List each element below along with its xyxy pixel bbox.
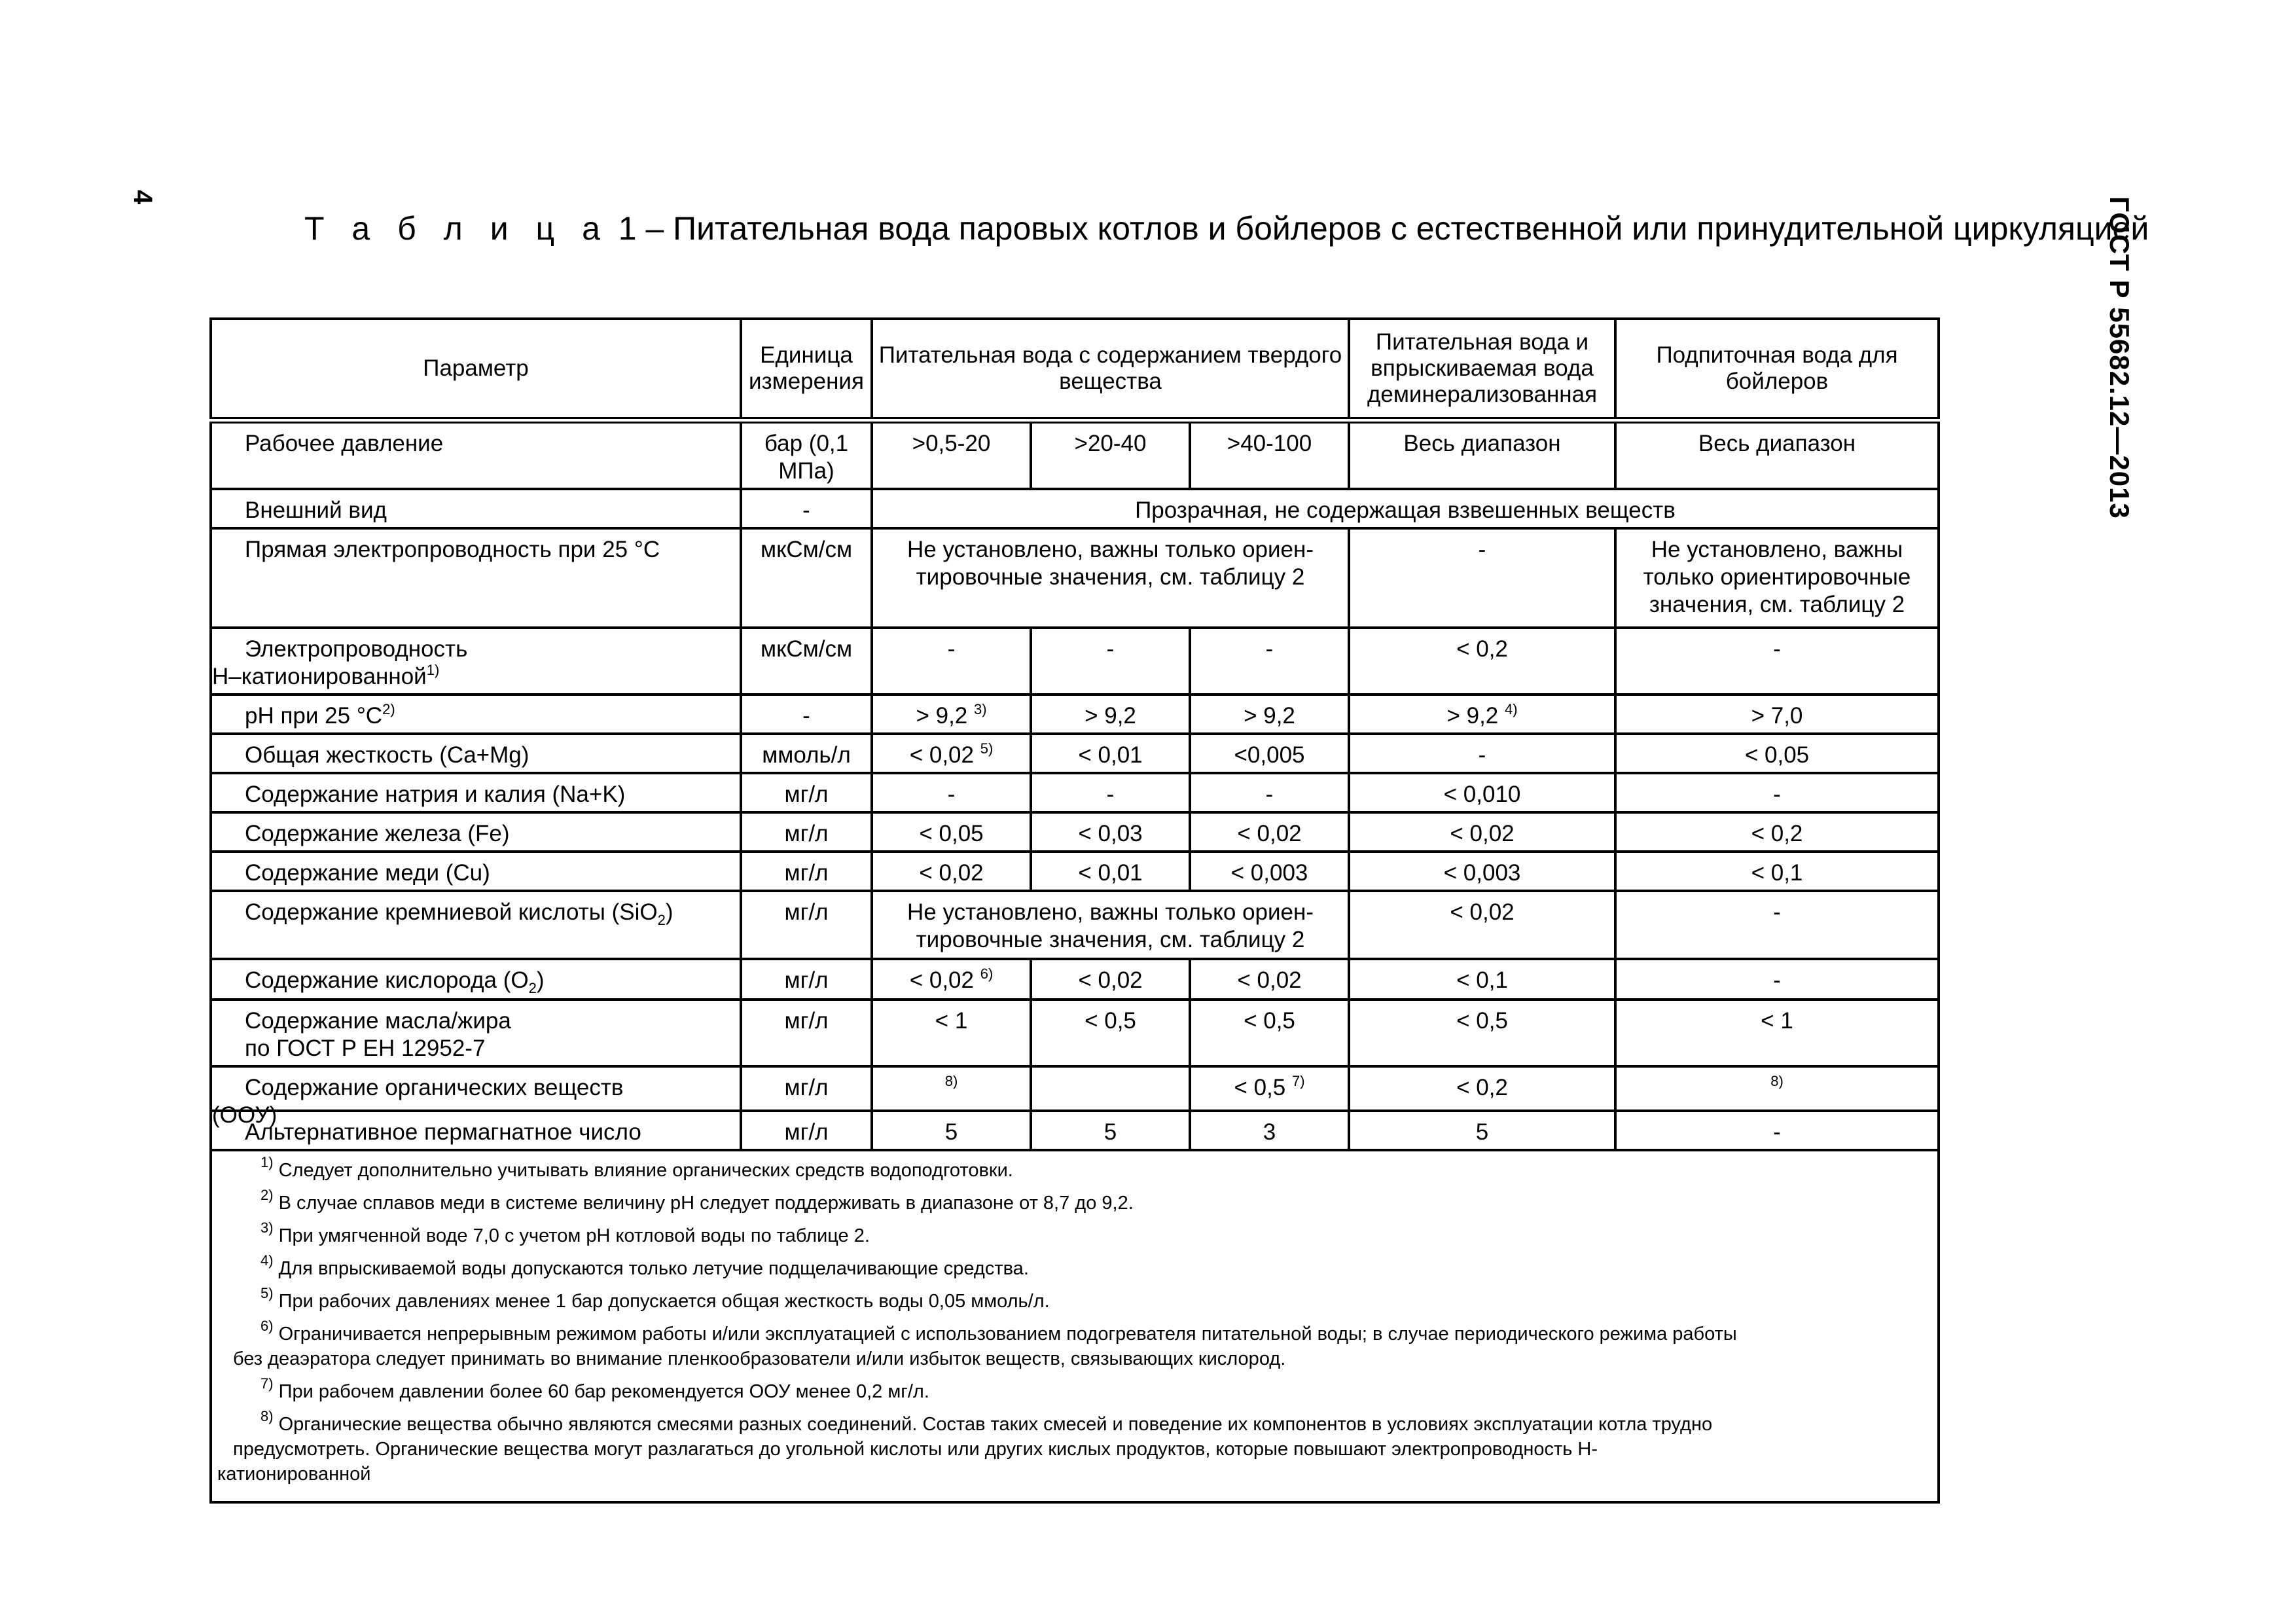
- param-text: Н–катионированной: [212, 664, 427, 689]
- value-cell: < 0,2: [1349, 1066, 1615, 1111]
- value-cell: -: [872, 773, 1031, 812]
- footnote-text: катионированной: [217, 1464, 371, 1485]
- table-row: [211, 489, 1939, 528]
- footnote-mark: 7): [260, 1375, 274, 1392]
- unit-cell: мг/л: [741, 812, 872, 852]
- table-row: [211, 773, 1939, 812]
- footnote-mark: 7): [1292, 1073, 1305, 1089]
- footnote-mark: 8): [944, 1073, 958, 1089]
- value-cell: 5: [872, 1111, 1031, 1150]
- footnote-mark: 3): [974, 701, 987, 717]
- param-text: Электропроводность: [245, 636, 468, 662]
- subscript: 2: [528, 980, 537, 996]
- value-cell: <0,005: [1190, 734, 1349, 773]
- value-cell: -: [1615, 628, 1939, 695]
- footnote-mark: 6): [260, 1318, 274, 1334]
- table-row: [211, 1111, 1939, 1150]
- footnote-text: При рабочем давлении более 60 бар рекомендуется ООУ менее 0,2 мг/л.: [273, 1381, 929, 1402]
- value-cell: > 7,0: [1615, 695, 1939, 734]
- param-cell: [211, 695, 741, 734]
- value-cell: < 0,1: [1349, 959, 1615, 1000]
- header-unit: Единица измерения: [741, 319, 872, 420]
- table-row: [211, 1000, 1939, 1066]
- feed-water-table: [209, 317, 1940, 1504]
- value-cell: -: [1031, 628, 1190, 695]
- param-cell: Содержание меди (Cu): [211, 852, 741, 891]
- value-cell: < 0,2: [1615, 812, 1939, 852]
- value-cell: Не установлено, важны только ориентировочные значения, см. таблицу 2: [1615, 528, 1939, 628]
- param-cell: [211, 1066, 741, 1128]
- footnote: [217, 1285, 1932, 1314]
- value-cell: [1031, 1066, 1190, 1111]
- value-cell: -: [872, 628, 1031, 695]
- table-row: [211, 734, 1939, 773]
- param-text: Содержание кислорода (O: [245, 967, 529, 993]
- footnote-text: Для впрыскиваемой воды допускаются только летучие подщелачивающие средства.: [273, 1258, 1029, 1279]
- param-text: Содержание кремниевой кислоты (SiO: [245, 899, 658, 925]
- value-text: < 0,02: [909, 967, 974, 993]
- footnote: [217, 1154, 1932, 1183]
- value-cell: < 0,5: [1349, 1000, 1615, 1066]
- value-cell: [872, 695, 1031, 734]
- param-cell: Прямая электропроводность при 25 °С: [211, 528, 741, 628]
- header-feed-demin: Питательная вода и впрыскиваемая вода деминерализованная: [1349, 319, 1615, 420]
- document-code: ГОСТ Р 55682.12—2013: [2104, 196, 2135, 519]
- value-text: < 0,5: [1234, 1075, 1286, 1100]
- param-text: (ООУ): [212, 1102, 278, 1128]
- footnote-mark: 2): [260, 1187, 274, 1203]
- param-cell: [211, 1000, 741, 1066]
- param-cell: Внешний вид: [211, 489, 741, 528]
- footnote-mark: 8): [260, 1408, 274, 1424]
- value-cell: < 0,5: [1190, 1000, 1349, 1066]
- value-cell: < 0,05: [1615, 734, 1939, 773]
- param-cell: [211, 891, 741, 959]
- value-cell: < 0,01: [1031, 734, 1190, 773]
- value-cell: < 0,02: [1031, 959, 1190, 1000]
- value-cell: < 0,03: [1031, 812, 1190, 852]
- footnote-text: Ограничивается непрерывным режимом работы и/или эксплуатацией с использованием подогревателя питательной воды; в случае периодического режима работы: [273, 1324, 1737, 1344]
- value-text: > 9,2: [1446, 703, 1499, 729]
- value-cell: >20-40: [1031, 420, 1190, 489]
- param-text: по ГОСТ Р ЕН 12952-7: [245, 1036, 486, 1061]
- footnote-mark: 4): [260, 1252, 274, 1269]
- value-cell: -: [1031, 773, 1190, 812]
- value-cell: 5: [1031, 1111, 1190, 1150]
- table-row: [211, 959, 1939, 1000]
- param-cell: Общая жесткость (Ca+Mg): [211, 734, 741, 773]
- value-cell: < 1: [872, 1000, 1031, 1066]
- value-cell: < 0,02: [1190, 812, 1349, 852]
- param-text: Содержание органических веществ: [245, 1075, 624, 1100]
- page-number: 4: [128, 190, 157, 205]
- value-cell: Весь диапазон: [1349, 420, 1615, 489]
- param-text: Содержание масла/жира: [245, 1008, 511, 1034]
- value-cell: 5: [1349, 1111, 1615, 1150]
- unit-cell: мг/л: [741, 773, 872, 812]
- footnote-text: без деаэратора следует принимать во внимание пленкообразователи и/или избыток веществ, связывающих кислород.: [233, 1348, 1286, 1369]
- table-title-prefix: Т а б л и ц а: [304, 210, 609, 247]
- unit-cell: мг/л: [741, 852, 872, 891]
- header-feed-solid: Питательная вода с содержанием твердого вещества: [872, 319, 1349, 420]
- value-cell: > 9,2: [1190, 695, 1349, 734]
- value-cell: < 0,2: [1349, 628, 1615, 695]
- param-cell: Содержание натрия и калия (Na+K): [211, 773, 741, 812]
- unit-cell: ммоль/л: [741, 734, 872, 773]
- value-cell: Весь диапазон: [1615, 420, 1939, 489]
- value-cell: < 0,010: [1349, 773, 1615, 812]
- value-cell: < 0,02: [872, 852, 1031, 891]
- value-span-cell: Прозрачная, не содержащая взвешенных веществ: [872, 489, 1939, 528]
- value-cell: -: [1349, 734, 1615, 773]
- value-cell: -: [1615, 959, 1939, 1000]
- value-cell: < 0,003: [1349, 852, 1615, 891]
- value-cell: [1615, 1066, 1939, 1111]
- param-text: ): [665, 899, 673, 925]
- subscript: 2: [657, 912, 666, 928]
- notes-row: [211, 1150, 1939, 1502]
- value-cell: > 9,2: [1031, 695, 1190, 734]
- footnote: [217, 1187, 1932, 1216]
- unit-cell: мг/л: [741, 891, 872, 959]
- value-cell: -: [1190, 628, 1349, 695]
- value-cell: [872, 959, 1031, 1000]
- value-cell: [872, 734, 1031, 773]
- header-row: [211, 319, 1939, 420]
- value-cell: -: [1615, 773, 1939, 812]
- header-param: Параметр: [211, 319, 741, 420]
- unit-cell: бар (0,1 МПа): [741, 420, 872, 489]
- value-cell: -: [1615, 1111, 1939, 1150]
- footnote: [217, 1252, 1932, 1281]
- value-cell: < 1: [1615, 1000, 1939, 1066]
- value-cell: -: [1615, 891, 1939, 959]
- value-span-cell: Не установлено, важны только ориен-тировочные значения, см. таблицу 2: [872, 528, 1349, 628]
- footnote-mark: 6): [980, 965, 994, 982]
- table-row: [211, 695, 1939, 734]
- value-span-cell: Не установлено, важны только ориен-тировочные значения, см. таблицу 2: [872, 891, 1349, 959]
- unit-cell: мкСм/см: [741, 528, 872, 628]
- value-cell: 3: [1190, 1111, 1349, 1150]
- table-row: [211, 1066, 1939, 1111]
- value-cell: < 0,5: [1031, 1000, 1190, 1066]
- footnote-mark: 5): [260, 1285, 274, 1301]
- value-cell: [872, 1066, 1031, 1111]
- unit-cell: -: [741, 489, 872, 528]
- table-row: [211, 528, 1939, 628]
- value-cell: -: [1190, 773, 1349, 812]
- value-text: < 0,02: [909, 742, 974, 768]
- table-row: [211, 628, 1939, 695]
- footnote-mark: 3): [260, 1219, 274, 1236]
- footnote: [217, 1318, 1932, 1371]
- unit-cell: мг/л: [741, 1111, 872, 1150]
- footnote-mark: 1): [260, 1154, 274, 1170]
- value-cell: < 0,1: [1615, 852, 1939, 891]
- footnote-text: В случае сплавов меди в системе величину pH следует поддерживать в диапазоне от 8,7 до 9,2.: [273, 1193, 1134, 1214]
- footnote-text: предусмотреть. Органические вещества могут разлагаться до угольной кислоты или других кислых продуктов, которые повышают электропроводность Н-: [233, 1439, 1598, 1460]
- value-cell: [1190, 1066, 1349, 1111]
- value-cell: < 0,02: [1349, 812, 1615, 852]
- footnote-text: Следует дополнительно учитывать влияние органических средств водоподготовки.: [273, 1160, 1013, 1181]
- value-cell: < 0,01: [1031, 852, 1190, 891]
- table-row: [211, 812, 1939, 852]
- param-text: ): [536, 967, 545, 993]
- table-title: [304, 209, 2149, 247]
- unit-cell: мг/л: [741, 959, 872, 1000]
- table-row: [211, 852, 1939, 891]
- footnote-text: При рабочих давлениях менее 1 бар допускается общая жесткость воды 0,05 ммоль/л.: [273, 1291, 1050, 1312]
- param-cell: [211, 959, 741, 1000]
- param-text: pH при 25 °С: [245, 703, 383, 729]
- header-makeup: Подпиточная вода для бойлеров: [1615, 319, 1939, 420]
- footnote-text: Органические вещества обычно являются смесями разных соединений. Состав таких смесей и поведение их компонентов в условиях эксплуатации котла трудно: [273, 1414, 1713, 1435]
- value-text: > 9,2: [916, 703, 968, 729]
- value-cell: < 0,05: [872, 812, 1031, 852]
- value-cell: >0,5-20: [872, 420, 1031, 489]
- table-row: [211, 891, 1939, 959]
- param-cell: Рабочее давление: [211, 420, 741, 489]
- value-cell: [1349, 695, 1615, 734]
- footnote-mark: 4): [1505, 701, 1518, 717]
- param-cell: [211, 628, 741, 695]
- footnote: [217, 1408, 1932, 1487]
- footnote: [217, 1219, 1932, 1248]
- footnote-text: При умягченной воде 7,0 с учетом pH котловой воды по таблице 2.: [273, 1225, 870, 1246]
- unit-cell: мг/л: [741, 1066, 872, 1111]
- value-cell: < 0,02: [1190, 959, 1349, 1000]
- footnote-mark: 5): [980, 740, 994, 757]
- footnote-mark: 8): [1770, 1073, 1784, 1089]
- unit-cell: -: [741, 695, 872, 734]
- unit-cell: мкСм/см: [741, 628, 872, 695]
- value-cell: -: [1349, 528, 1615, 628]
- param-cell: Содержание железа (Fe): [211, 812, 741, 852]
- value-cell: >40-100: [1190, 420, 1349, 489]
- value-cell: < 0,003: [1190, 852, 1349, 891]
- footnotes: [211, 1150, 1939, 1502]
- table-row: [211, 420, 1939, 489]
- footnote: [217, 1375, 1932, 1404]
- value-cell: < 0,02: [1349, 891, 1615, 959]
- param-cell: Альтернативное пермагнатное число: [211, 1111, 741, 1150]
- footnote-mark: 1): [426, 662, 440, 678]
- footnote-mark: 2): [382, 701, 395, 717]
- table-title-text: 1 – Питательная вода паровых котлов и бойлеров с естественной или принудительной циркуляцией: [609, 210, 2149, 247]
- unit-cell: мг/л: [741, 1000, 872, 1066]
